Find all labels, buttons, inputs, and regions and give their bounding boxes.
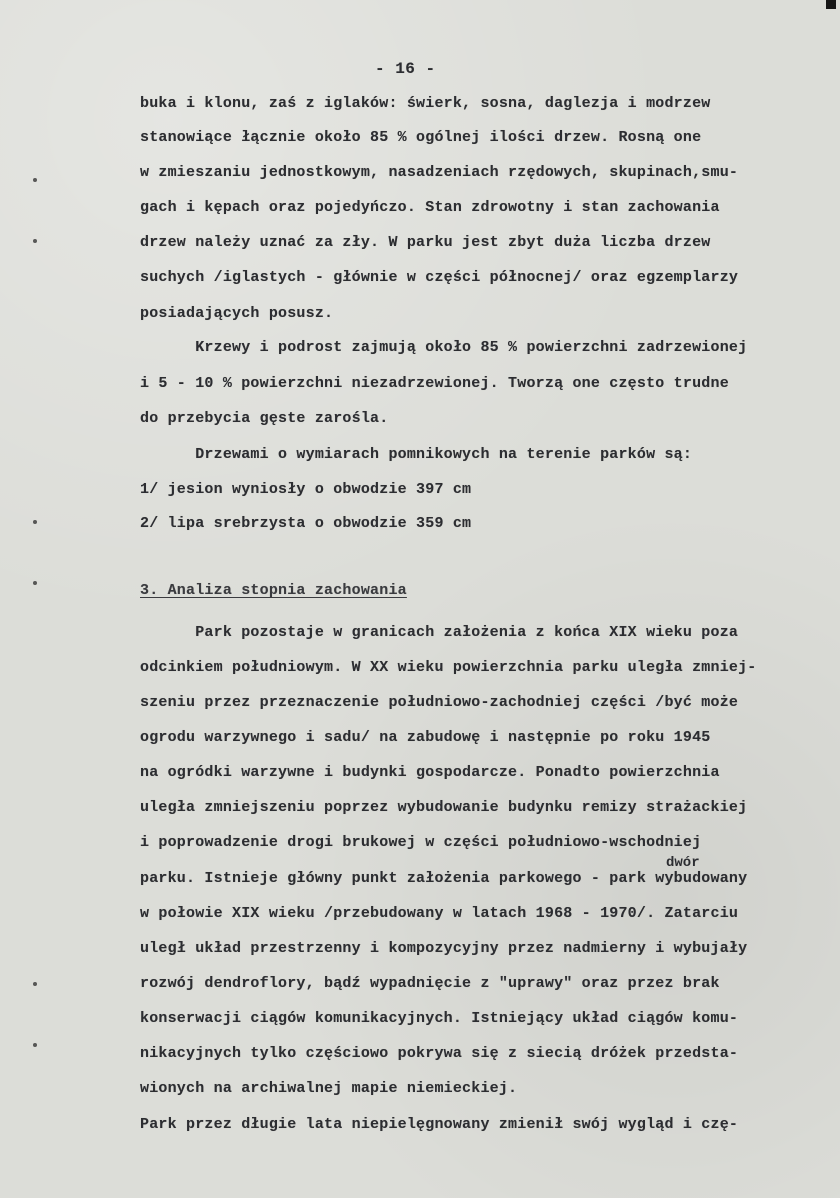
text-line: posiadających posusz. [140, 305, 334, 322]
list-item: 2/ lipa srebrzysta o obwodzie 359 cm [140, 515, 472, 532]
text-line: szeniu przez przeznaczenie południowo-zachodniej części /być może [140, 694, 739, 711]
text-line: buka i klonu, zaś z iglaków: świerk, sosna, daglezja i modrzew [140, 95, 711, 112]
text-line: i 5 - 10 % powierzchni niezadrzewionej. Tworzą one często trudne [140, 375, 729, 392]
text-line: uległ układ przestrzenny i kompozycyjny przez nadmierny i wybujały [140, 940, 748, 957]
text-line: suchych /iglastych - głównie w części północnej/ oraz egzemplarzy [140, 269, 739, 286]
handwritten-insertion: dwór [666, 855, 700, 871]
text-line: Drzewami o wymiarach pomnikowych na terenie parków są: [140, 446, 693, 463]
binding-hole [33, 520, 37, 524]
text-line: parku. Istnieje główny punkt założenia parkowego - park wybudowany [140, 870, 748, 887]
binding-hole [33, 982, 37, 986]
text-line: na ogródki warzywne i budynki gospodarcze. Ponadto powierzchnia [140, 764, 720, 781]
binding-hole [33, 239, 37, 243]
text-line: i poprowadzenie drogi brukowej w części południowo-wschodniej [140, 834, 702, 851]
text-line: Krzewy i podrost zajmują około 85 % powierzchni zadrzewionej [140, 339, 748, 356]
text-line: drzew należy uznać za zły. W parku jest zbyt duża liczba drzew [140, 234, 711, 251]
binding-hole [33, 178, 37, 182]
text-line: Park pozostaje w granicach założenia z końca XIX wieku poza [140, 624, 739, 641]
text-line: nikacyjnych tylko częściowo pokrywa się z siecią dróżek przedsta- [140, 1045, 739, 1062]
text-line: odcinkiem południowym. W XX wieku powierzchnia parku uległa zmniej- [140, 659, 757, 676]
corner-mark [826, 0, 836, 9]
text-line: w zmieszaniu jednostkowym, nasadzeniach rzędowych, skupinach,smu- [140, 164, 739, 181]
text-line: do przebycia gęste zarośla. [140, 410, 389, 427]
text-line: ogrodu warzywnego i sadu/ na zabudowę i następnie po roku 1945 [140, 729, 711, 746]
text-line: gach i kępach oraz pojedyńczo. Stan zdrowotny i stan zachowania [140, 199, 720, 216]
page-number: - 16 - [375, 60, 436, 78]
text-line: w połowie XIX wieku /przebudowany w latach 1968 - 1970/. Zatarciu [140, 905, 739, 922]
binding-hole [33, 581, 37, 585]
binding-hole [33, 1043, 37, 1047]
text-line: rozwój dendroflory, bądź wypadnięcie z "uprawy" oraz przez brak [140, 975, 720, 992]
text-line: Park przez długie lata niepielęgnowany zmienił swój wygląd i czę- [140, 1116, 739, 1133]
text-line: uległa zmniejszeniu poprzez wybudowanie budynku remizy strażackiej [140, 799, 748, 816]
text-line: konserwacji ciągów komunikacyjnych. Istniejący układ ciągów komu- [140, 1010, 739, 1027]
text-line: stanowiące łącznie około 85 % ogólnej ilości drzew. Rosną one [140, 129, 702, 146]
text-line: wionych na archiwalnej mapie niemieckiej. [140, 1080, 518, 1097]
section-heading: 3. Analiza stopnia zachowania [140, 582, 407, 599]
list-item: 1/ jesion wyniosły o obwodzie 397 cm [140, 481, 472, 498]
